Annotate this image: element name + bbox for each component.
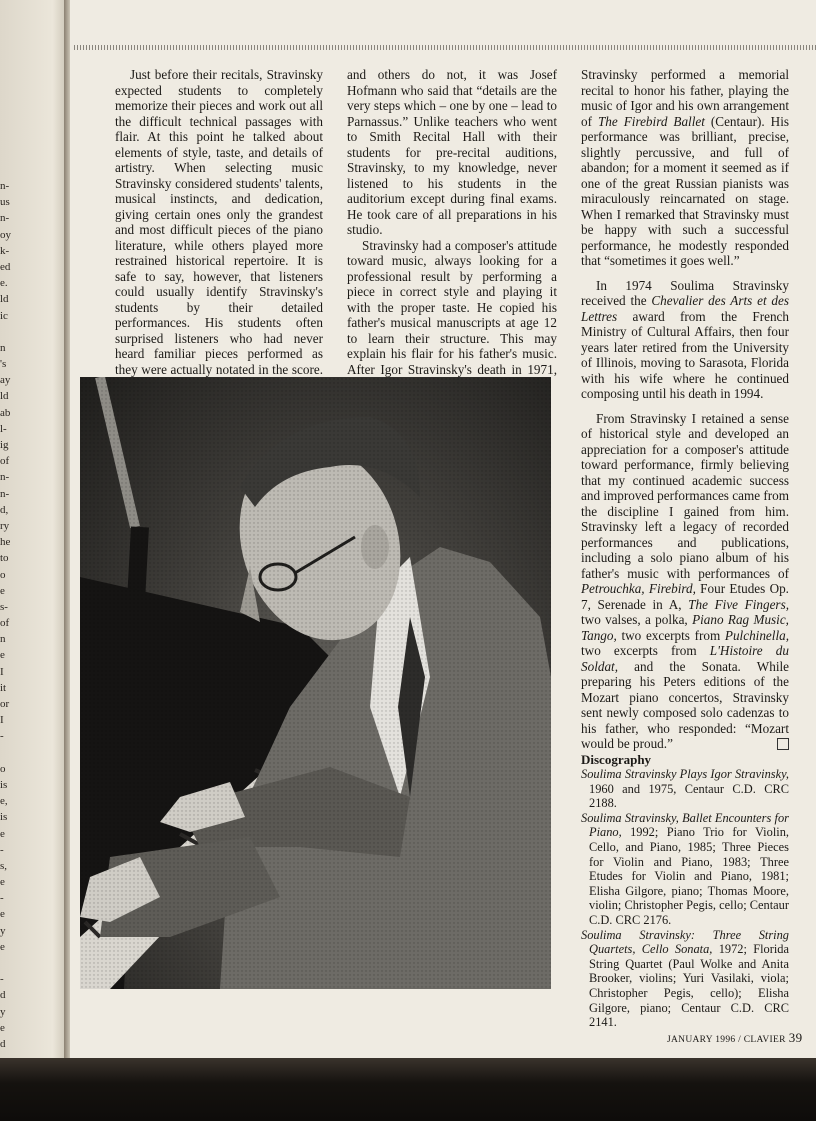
column-2 [347, 67, 557, 393]
facing-page-fragment: e [0, 908, 5, 921]
facing-page-fragment: n- [0, 487, 10, 500]
facing-page-fragment: - [0, 843, 4, 856]
facing-page-fragment: is [0, 811, 8, 824]
facing-page-fragment: o [0, 568, 6, 581]
discography-item-1 [581, 767, 789, 811]
facing-page-fragment [0, 324, 11, 340]
text-run: Stravinsky performed a memorial recital to honor his father, playing the music of Igor and his own arrangement of [581, 67, 789, 129]
album-title: Soulima Stravinsky: Three String Quartets, Cello Sonata, [581, 927, 789, 957]
pianist-photo [80, 377, 551, 989]
text-run: and the Sonata. While preparing his Peters editions of the Mozart piano concertos, Stravinsky sent newly composed solo cadenzas to his father, who responded: “Mozart would be proud.” [581, 658, 789, 751]
page-footer [667, 1030, 802, 1046]
facing-page-fragment: ic [0, 309, 8, 322]
pianist-illustration [80, 377, 551, 989]
discography-heading: Discography [581, 751, 652, 767]
facing-page-fragment: n [0, 633, 6, 646]
facing-page-fragment: n- [0, 180, 10, 192]
facing-page-fragment: of [0, 455, 10, 468]
facing-page-fragment: I [0, 714, 4, 727]
facing-page-fragment: e [0, 1021, 5, 1034]
text-run: two excerpts from [581, 643, 710, 658]
facing-page-fragment: o [0, 762, 6, 775]
facing-page-fragment: to [0, 552, 9, 565]
facing-page-fragment: n- [0, 212, 10, 225]
facing-page-fragment: ay [0, 374, 11, 387]
facing-page-fragment: d, [0, 503, 9, 516]
header-rule [74, 45, 816, 50]
facing-page-fragment: 's [0, 358, 7, 371]
text-run: Four Etudes Op. 7, Serenade in A, [581, 581, 789, 612]
facing-page-fragment: oy [0, 228, 11, 241]
facing-page-fragment: I [0, 665, 4, 678]
facing-page-fragment: e, [0, 795, 8, 808]
col3-paragraph-2 [581, 278, 789, 402]
facing-page-fragment: e [0, 876, 5, 889]
facing-page-fragment: of [0, 617, 10, 630]
title-firebird: The Firebird Ballet [597, 113, 705, 129]
facing-page-fragment: ld [0, 390, 9, 403]
column-1 [115, 67, 323, 393]
album-details: 1992; Piano Trio for Violin, Cello, and Piano, 1985; Three Pieces for Violin and Piano, 1983; Three Etudes for Violin and Piano, 1981; Elisha Gilgore, piano; Thomas Moore, violin; Christopher Pegis, cello; Centaur C.D. CRC 2176. [589, 825, 789, 927]
col1-paragraph: Just before their recitals, Stravinsky expected students to completely memorize their pieces and work out all the difficult technical passages with flair. At this point he talked about elements of style, taste, and details of artistry. When selecting music Stravinsky considered students' talents, musical instincts, and dedication, giving certain ones only the grandest and most difficult pieces of the piano literature, while others played more restrained historical repertoire. It is safe to say, however, that listeners could usually identify Stravinsky's students by their detailed performances. His students often surprised listeners who had never heard familiar pieces performed as they were actually notated in the score. [115, 67, 323, 377]
magazine-page [70, 0, 816, 1062]
album-title: Soulima Stravinsky Plays Igor Stravinsky, [581, 767, 789, 781]
facing-page-fragment: ig [0, 439, 9, 451]
facing-page-fragment: he [0, 536, 11, 549]
title-piano-rag: Piano Rag Music, Tango, [581, 612, 789, 643]
title-petrouchka: Petrouchka, Firebird, [581, 581, 696, 596]
facing-page-fragment: ab [0, 406, 11, 419]
discography-item-2 [581, 811, 789, 928]
facing-page-fragment: e [0, 649, 5, 662]
facing-page-fragment: d [0, 1037, 6, 1050]
facing-page-fragment: - [0, 892, 4, 905]
title-pulchinella: Pulchinella, [724, 627, 789, 643]
facing-page-fragment [0, 745, 11, 761]
col3-paragraph-1 [581, 67, 789, 269]
text-run: In 1974 Soulima Stravinsky received the [581, 277, 789, 308]
facing-page-fragment: - [0, 730, 4, 743]
page-number: 39 [788, 1030, 803, 1045]
facing-page-fragment: ry [0, 519, 10, 532]
title-five-fingers: The Five Fingers, [688, 596, 789, 612]
album-title: Soulima Stravinsky, Ballet Encounters for Piano, [581, 810, 789, 840]
column-3 [581, 67, 789, 1030]
facing-page-fragment: n [0, 341, 6, 354]
facing-page-fragment: is [0, 778, 8, 791]
facing-page-fragment: s, [0, 859, 8, 872]
facing-page-edge [0, 0, 66, 1062]
facing-page-fragment: e [0, 940, 5, 953]
facing-page-fragment: e. [0, 277, 8, 290]
title-histoire-du-soldat: L'Histoire du Soldat, [581, 643, 789, 674]
facing-page-fragment: ld [0, 293, 9, 306]
album-details: 1960 and 1975, Centaur C.D. CRC 2188. [589, 781, 789, 811]
facing-page-fragment: n- [0, 471, 10, 484]
facing-page-fragment: y [0, 1005, 6, 1018]
facing-page-fragment [0, 955, 11, 971]
text-run: From Stravinsky I retained a sense of historical style and developed an appreciation for a composer's attitude toward performance, firmly believing that my continued academic success and improved performances came from the discipline I gained from him. Stravinsky left a legacy of recorded performances and publications, including a solo piano album of his father's music with performances of [581, 410, 789, 581]
text-run: two valses, a polka, [581, 612, 693, 627]
facing-page-fragment: or [0, 698, 10, 710]
facing-page-fragment: k- [0, 244, 10, 257]
col2-paragraph-2: Stravinsky had a composer's attitude toward music, always looking for a professional result by performing a piece in correct style and playing it with the proper taste. He copied his father's musical manuscripts at age 12 to learn their structure. This may explain his flair for his father's music. After Igor Stravinsky's death in 1971, [347, 237, 557, 377]
facing-page-fragment: us [0, 196, 10, 209]
facing-page-fragment: ed [0, 260, 11, 273]
facing-page-fragment: e [0, 584, 5, 597]
facing-page-fragment: s- [0, 600, 8, 613]
discography-item-3 [581, 928, 789, 1030]
album-details: 1972; Florida String Quartet (Paul Wolke and Anita Brooker, violins; Yuri Vasilaki, viola; Christopher Pegis, cello); Elisha Gilgore, piano; Centaur C.D. CRC 2141. [589, 942, 789, 1030]
text-run: award from the French Ministry of Cultural Affairs, then four years later retired from the University of Illinois, moving to Sarasota, Florida with his wife where he continued composing until his death in 1994. [581, 308, 789, 401]
text-run: two excerpts from [616, 627, 725, 643]
text-run: (Centaur). His performance was brilliant, precise, slightly percussive, and full of abandon; for a moment it seemed as if one of the great Russian pianists was miraculously reincarnated on stage. When I remarked that Stravinsky must be happy with such a successful performance, he modestly responded that “sometimes it goes well.” [581, 113, 789, 268]
award-name: Chevalier des Arts et des Lettres [581, 293, 789, 324]
page-shadow-bottom [0, 1058, 816, 1121]
facing-page-text-fragments [0, 178, 11, 1062]
facing-page-fragment: y [0, 924, 6, 937]
col2-paragraph-1: and others do not, it was Josef Hofmann who said that “details are the very steps which – one by one – lead to Parnassus.” Unlike teachers who went to Smith Recital Hall with their students for pre-recital auditions, Stravinsky, to my knowledge, never listened to his students in the auditorium except during final exams. He took care of all preparations in his studio. [347, 67, 557, 237]
footer-issue: JANUARY 1996 / CLAVIER [667, 1035, 786, 1045]
end-mark-icon [777, 738, 789, 750]
facing-page-fragment: it [0, 681, 7, 694]
facing-page-fragment: - [0, 973, 4, 986]
col3-paragraph-3 [581, 411, 789, 752]
facing-page-fragment: d [0, 989, 6, 1002]
facing-page-fragment: l- [0, 422, 7, 435]
facing-page-fragment: e [0, 827, 5, 840]
